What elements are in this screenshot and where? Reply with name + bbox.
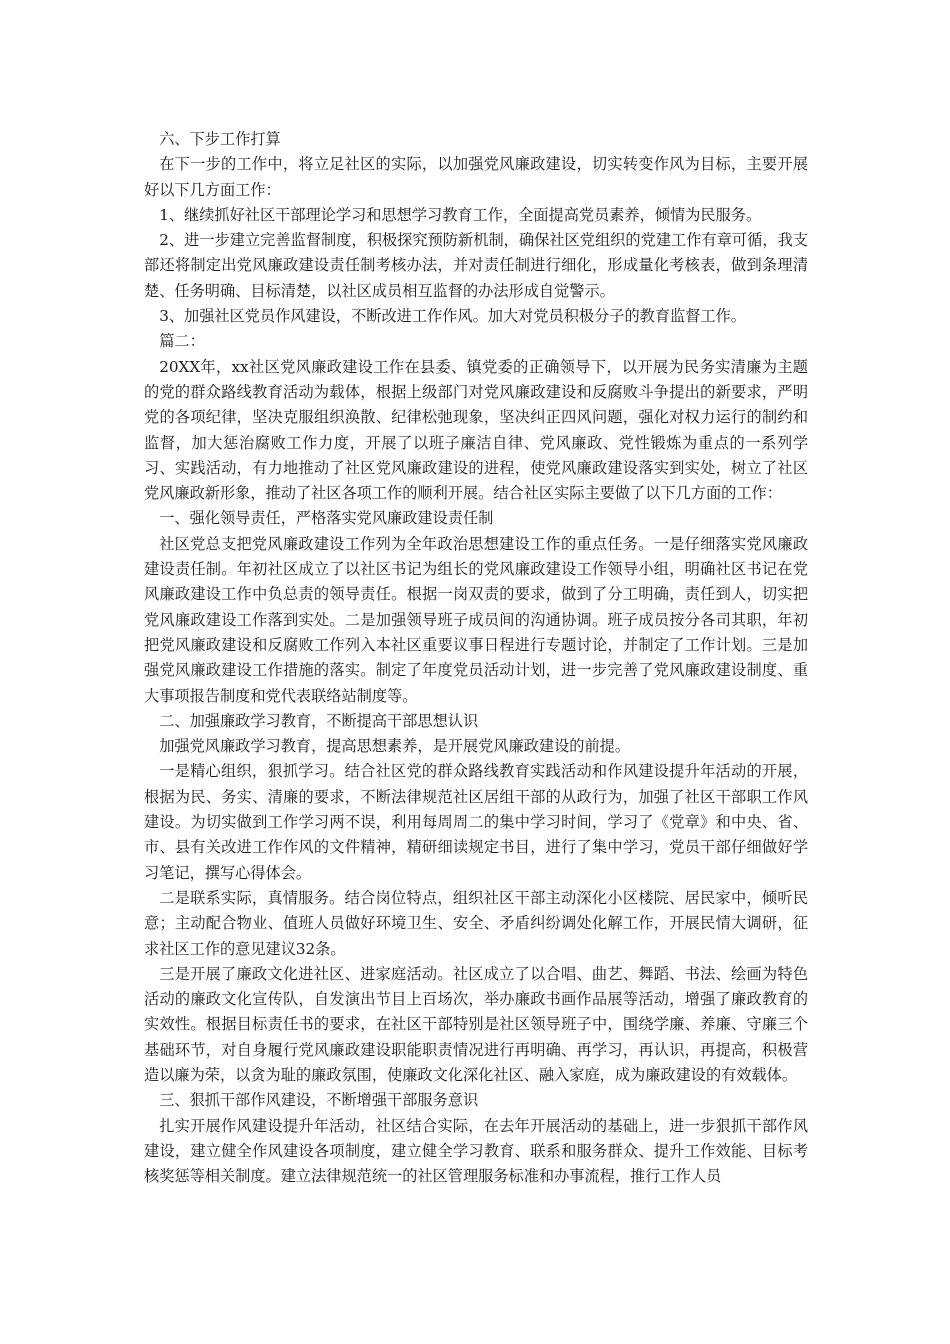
paragraph: 三是开展了廉政文化进社区、进家庭活动。社区成立了以合唱、曲艺、舞蹈、书法、绘画为特色活动的廉政文化宣传队，自发演出节目上百场次，举办廉政书画作品展等活动，增强了廉政教育的实效性。根据目标责任书的要求，在社区干部特别是社区领导班子中，围绕学廉、养廉、守廉三个基础环节，对自身履行党风廉政建设职能职责情况进行再明确、再学习，再认识，再提高，积极营造以廉为荣，以贪为耻的廉政氛围，使廉政文化深化社区、融入家庭，成为廉政建设的有效载体。 bbox=[144, 964, 808, 1084]
section-heading: 二、加强廉政学习教育，不断提高干部思想认识 bbox=[159, 711, 479, 730]
list-item: 1、继续抓好社区干部理论学习和思想学习教育工作，全面提高党员素养，倾情为民服务。 bbox=[159, 205, 762, 224]
list-item: 3、加强社区党员作风建设，不断改进工作作风。加大对党员积极分子的教育监督工作。 bbox=[159, 307, 746, 326]
paragraph: 二是联系实际，真情服务。结合岗位特点，组织社区干部主动深化小区楼院、居民家中，倾听民意；主动配合物业、值班人员做好环境卫生、安全、矛盾纠纷调处化解工作，开展民情大调研，征求社区工作的意见建议32条。 bbox=[144, 888, 808, 958]
paragraph: 社区党总支把党风廉政建设工作列为全年政治思想建设工作的重点任务。一是仔细落实党风廉政建设责任制。年初社区成立了以社区书记为组长的党风廉政建设工作领导小组，明确社区书记在党风廉政建设工作中负总责的领导责任。根据一岗双责的要求，做到了分工明确，责任到人，切实把党风廉政建设工作落到实处。二是加强领导班子成员间的沟通协调。班子成员按分各司其职，年初把党风廉政建设和反腐败工作列入本社区重要议事日程进行专题讨论，并制定了工作计划。三是加强党风廉政建设工作措施的落实。制定了年度党员活动计划，进一步完善了党风廉政建设制度、重大事项报告制度和党代表联络站制度等。 bbox=[144, 534, 808, 705]
paragraph: 扎实开展作风建设提升年活动，社区结合实际，在去年开展活动的基础上，进一步狠抓干部作风建设，建立健全作风建设各项制度，建立健全学习教育、联系和服务群众、提升工作效能、目标考核奖惩等相关制度。建立法律规范统一的社区管理服务标准和办事流程，推行工作人员 bbox=[144, 1116, 808, 1186]
paragraph: 一是精心组织，狠抓学习。结合社区党的群众路线教育实践活动和作风建设提升年活动的开展，根据为民、务实、清廉的要求，不断法律规范社区居组干部的从政行为，加强了社区干部职工作风建设。为切实做到工作学习两不误，利用每周周二的集中学习时间，学习了《党章》和中央、省、市、县有关改进工作作风的文件精神，精研细读规定书目，进行了集中学习，党员干部仔细做好学习笔记，撰写心得体会。 bbox=[144, 762, 808, 882]
section-heading-next-steps: 六、下步工作打算 bbox=[159, 130, 281, 148]
list-item: 2、进一步建立完善监督制度，积极探究预防新机制，确保社区党组织的党建工作有章可循，我支部还将制定出党风廉政建设责任制考核办法，并对责任制进行细化，形成量化考核表，做到条理清楚、任务明确、目标清楚，以社区成员相互监督的办法形成自觉警示。 bbox=[144, 231, 808, 300]
paragraph: 加强党风廉政学习教育，提高思想素养，是开展党风廉政建设的前提。 bbox=[159, 737, 630, 756]
section-heading: 一、强化领导责任，严格落实党风廉政建设责任制 bbox=[159, 509, 494, 528]
document-body bbox=[144, 127, 808, 1189]
part-heading: 篇二： bbox=[159, 332, 205, 351]
paragraph: 在下一步的工作中，将立足社区的实际，以加强党风廉政建设，切实转变作风为目标，主要开展好以下几方面工作： bbox=[144, 155, 808, 199]
paragraph: 20XX年，xx社区党风廉政建设工作在县委、镇党委的正确领导下，以开展为民务实清廉为主题的党的群众路线教育活动为载体，根据上级部门对党风廉政建设和反腐败斗争提出的新要求，严明党的各项纪律，坚决克服组织涣散、纪律松弛现象，坚决纠正四风问题，强化对权力运行的制约和监督，加大惩治腐败工作力度，开展了以班子廉洁自律、党风廉政、党性锻炼为重点的一系列学习、实践活动，有力地推动了社区党风廉政建设的进程，使党风廉政建设落实到实处，树立了社区党风廉政新形象，推动了社区各项工作的顺利开展。结合社区实际主要做了以下几方面的工作： bbox=[144, 357, 808, 503]
section-heading: 三、狠抓干部作风建设，不断增强干部服务意识 bbox=[159, 1091, 479, 1110]
